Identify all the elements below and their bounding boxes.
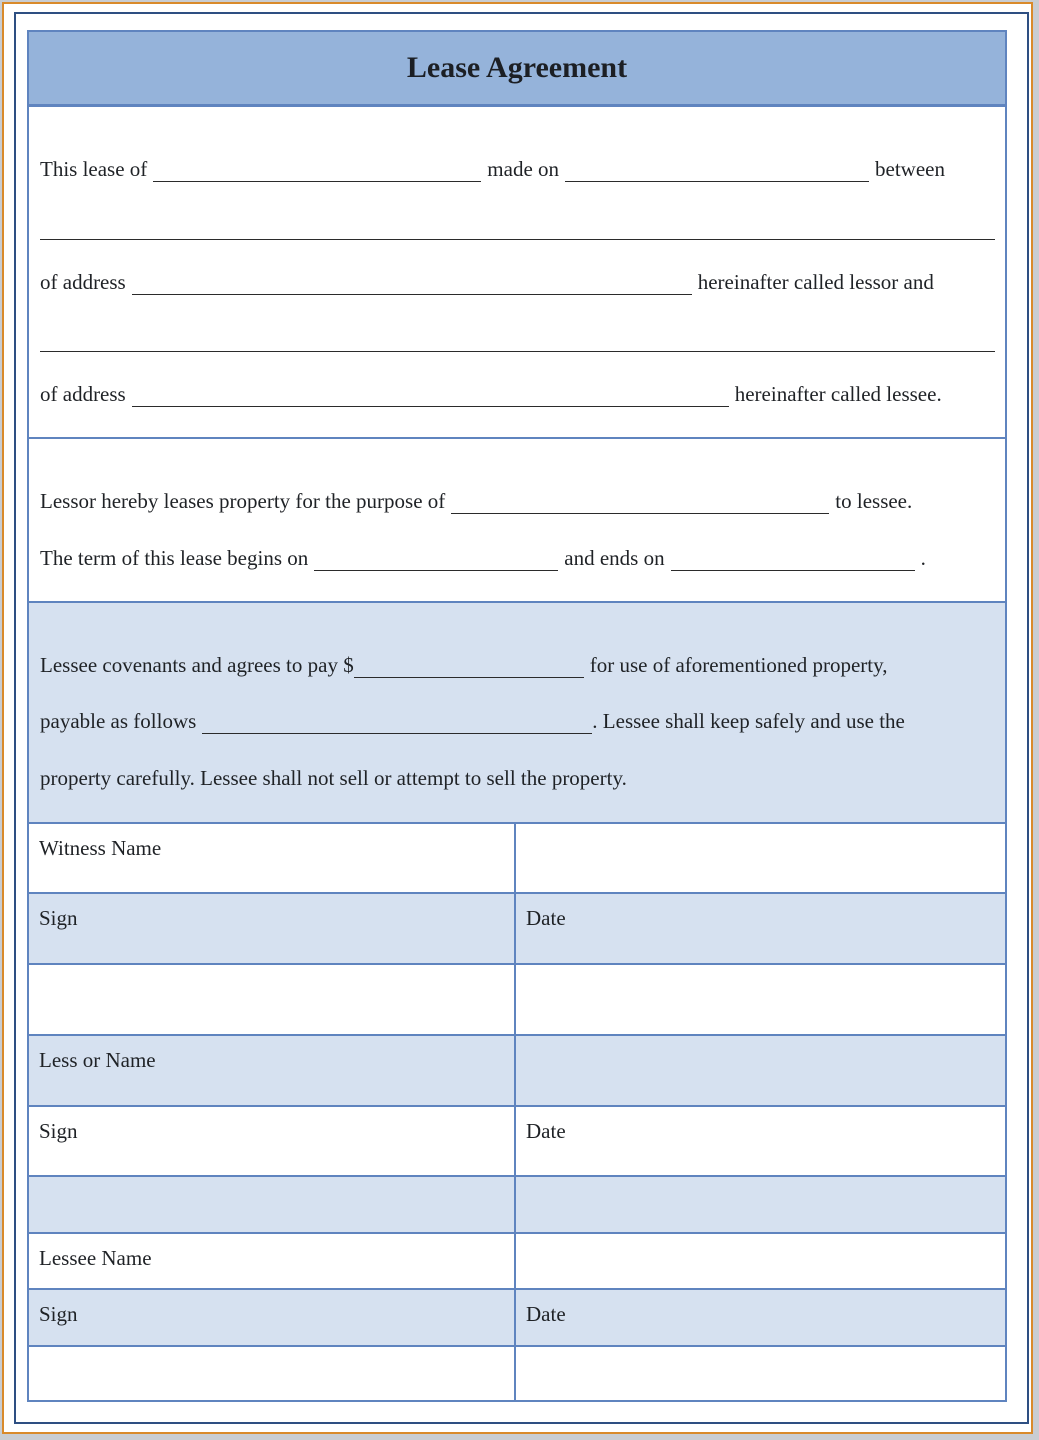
witness-date-label[interactable]: Date [526,906,566,930]
keep-safely-label: . Lessee shall keep safely and use the [592,709,905,733]
lessor-name-row [29,1034,1005,1105]
blank-row [29,963,1005,1034]
witness-sign-row [29,892,1005,963]
witness-name-field[interactable] [516,824,1005,892]
lessor-address-field[interactable] [132,268,692,295]
term-begins-field[interactable] [314,544,558,571]
lessor-address-label: of address [40,270,126,294]
lessor-sign-label[interactable]: Sign [29,1107,516,1175]
payment-amount-field[interactable] [354,651,584,678]
lease-of-line [40,150,995,184]
form-title: Lease Agreement [406,51,628,84]
lessee-name-field[interactable] [40,351,995,352]
lessee-address-label: of address [40,382,126,406]
purpose-line [40,482,995,516]
property-field[interactable] [153,155,481,182]
purpose-label: Lessor hereby leases property for the purpose of [40,489,446,513]
payment-line [40,646,995,680]
lessee-called-label: hereinafter called lessee. [734,382,942,406]
form-header [29,32,1005,107]
between-label: between [875,157,945,181]
for-use-label: for use of aforementioned property, [589,653,888,677]
blank-cell[interactable] [29,1177,516,1232]
blank-cell[interactable] [29,965,516,1034]
purpose-field[interactable] [451,487,829,514]
blank-cell[interactable] [29,1347,516,1400]
lessor-name-field[interactable] [40,239,995,240]
property-care-text: property carefully. Lessee shall not sell or attempt to sell the property. [40,766,627,790]
lessor-address-line [40,263,995,297]
witness-name-label: Witness Name [29,824,516,892]
lessee-address-field[interactable] [132,380,729,407]
lessee-name-cell[interactable] [516,1234,1005,1288]
payable-terms-field[interactable] [202,707,592,734]
property-care-line [40,759,995,793]
blank-cell[interactable] [516,1177,1005,1232]
section-divider [29,437,1005,439]
witness-name-row [29,822,1005,892]
lessor-name-label: Less or Name [29,1036,516,1105]
blank-cell[interactable] [516,965,1005,1034]
lessee-name-row [29,1232,1005,1288]
lease-form [27,30,1007,1402]
lessee-date-label[interactable]: Date [526,1302,566,1326]
lessee-name-label: Lessee Name [29,1234,516,1288]
payable-line [40,702,995,736]
lessor-name-cell[interactable] [516,1036,1005,1105]
to-lessee-label: to lessee. [835,489,913,513]
made-on-label: made on [487,157,560,181]
final-row [29,1345,1005,1400]
ends-on-label: and ends on [564,546,665,570]
lessor-called-label: hereinafter called lessor and [697,270,934,294]
lease-of-label: This lease of [40,157,148,181]
term-line [40,539,995,573]
pay-label: Lessee covenants and agrees to pay $ [40,653,354,677]
lessor-date-label[interactable]: Date [526,1119,566,1143]
lessee-sign-row [29,1288,1005,1345]
blank-cell[interactable] [516,1347,1005,1400]
lessor-sign-row [29,1105,1005,1175]
term-begins-label: The term of this lease begins on [40,546,309,570]
spacer-row [29,1175,1005,1232]
term-period: . [920,546,926,570]
made-on-date-field[interactable] [565,155,869,182]
term-ends-field[interactable] [671,544,915,571]
lessee-address-line [40,375,995,409]
payable-label: payable as follows [40,709,197,733]
witness-sign-label[interactable]: Sign [29,894,516,963]
lessee-sign-label[interactable]: Sign [29,1290,516,1345]
